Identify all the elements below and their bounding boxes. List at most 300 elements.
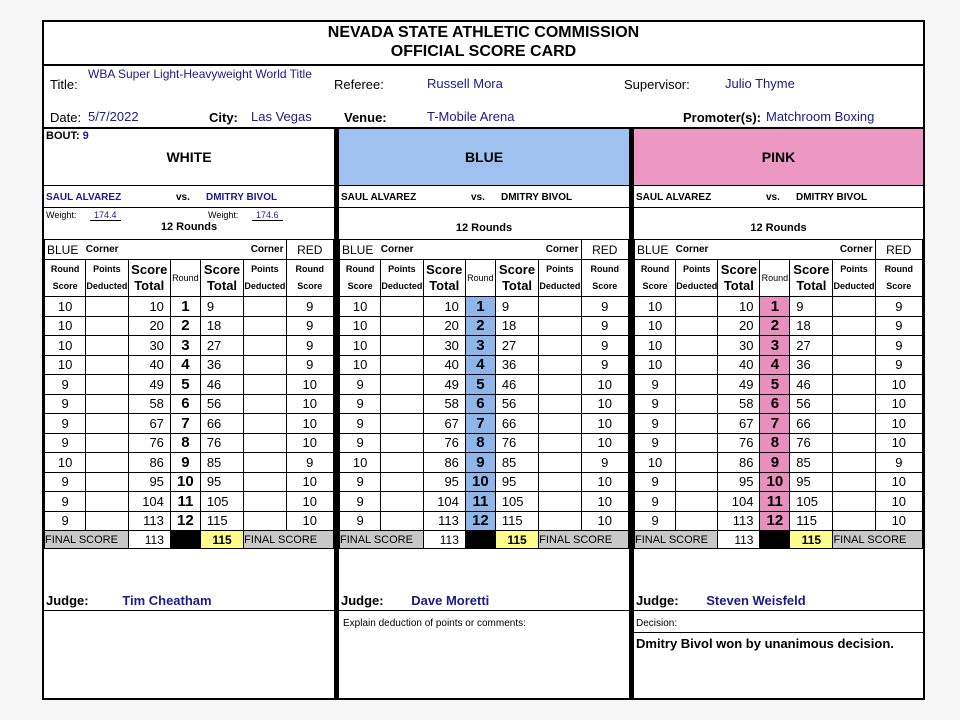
judge-row	[44, 593, 336, 608]
blue-score-total: 67	[423, 414, 465, 434]
blue-points-deducted	[86, 472, 128, 492]
blue-round-score: 9	[340, 472, 381, 492]
weight-label-blue: Weight:	[46, 210, 77, 220]
round-row	[45, 492, 334, 512]
red-score-total: 76	[495, 433, 538, 453]
red-round-score: 9	[875, 336, 922, 356]
final-score-row	[45, 531, 334, 549]
round-row	[340, 394, 629, 414]
judge-label: Judge:	[46, 593, 89, 608]
round-number: 11	[465, 492, 495, 512]
referee-label: Referee:	[334, 77, 384, 92]
red-points-deducted	[833, 414, 875, 434]
blue-score-total: 104	[128, 492, 170, 512]
final-black-cell	[170, 531, 200, 549]
blue-round-score: 9	[45, 375, 86, 395]
round-number: 9	[465, 453, 495, 473]
round-row	[340, 511, 629, 531]
blue-score-total: 86	[128, 453, 170, 473]
blue-score-total: 67	[128, 414, 170, 434]
panel-color-name: WHITE	[166, 149, 212, 165]
judge-row	[634, 593, 925, 608]
round-row	[340, 336, 629, 356]
judge-divider	[44, 610, 334, 611]
red-round-score: 9	[286, 297, 334, 317]
supervisor-value: Julio Thyme	[725, 76, 795, 91]
blue-score-total: 30	[423, 336, 465, 356]
red-points-deducted	[244, 453, 286, 473]
bout-number: BOUT: 9	[46, 130, 89, 142]
blue-points-deducted	[86, 453, 128, 473]
blue-score-total: 95	[423, 472, 465, 492]
col-points-deducted-red: Points Deducted	[539, 260, 581, 297]
judge-label: Judge:	[341, 593, 384, 608]
promoter-value: Matchroom Boxing	[766, 109, 875, 124]
blue-points-deducted	[676, 492, 718, 512]
blue-points-deducted	[86, 414, 128, 434]
blue-round-score: 9	[45, 433, 86, 453]
panel-pink	[634, 129, 923, 700]
blue-score-total: 10	[718, 297, 760, 317]
decision-label: Decision:	[636, 618, 678, 629]
corner-label-red: Corner	[200, 240, 286, 260]
red-round-score: 10	[286, 492, 334, 512]
corner-spacer	[170, 240, 200, 260]
blue-points-deducted	[381, 394, 423, 414]
red-points-deducted	[833, 472, 875, 492]
red-points-deducted	[539, 297, 581, 317]
round-number: 11	[170, 492, 200, 512]
date-value: 5/7/2022	[88, 109, 139, 124]
blue-round-score: 9	[635, 394, 676, 414]
blue-points-deducted	[676, 472, 718, 492]
final-black-cell	[760, 531, 790, 549]
red-round-score: 10	[581, 511, 629, 531]
round-number: 7	[760, 414, 790, 434]
blue-corner-label: BLUE	[340, 240, 381, 260]
blue-points-deducted	[381, 492, 423, 512]
blue-round-score: 10	[340, 453, 381, 473]
fighter-red-name: DMITRY BIVOL	[206, 192, 278, 203]
final-score-label-red: FINAL SCORE	[833, 531, 923, 549]
col-round-score: Round Score	[45, 260, 86, 297]
blue-round-score: 9	[635, 433, 676, 453]
round-number: 9	[170, 453, 200, 473]
round-number: 8	[465, 433, 495, 453]
red-score-total: 76	[200, 433, 243, 453]
col-round: Round	[170, 260, 200, 297]
round-number: 2	[170, 316, 200, 336]
red-points-deducted	[244, 375, 286, 395]
blue-points-deducted	[86, 316, 128, 336]
corner-row	[635, 240, 923, 260]
red-points-deducted	[244, 414, 286, 434]
blue-points-deducted	[381, 297, 423, 317]
red-score-total: 27	[200, 336, 243, 356]
red-score-total: 115	[790, 511, 833, 531]
fighter-red-name: DMITRY BIVOL	[501, 192, 573, 203]
red-round-score: 9	[286, 355, 334, 375]
rounds-count: 12 Rounds	[750, 222, 807, 234]
blue-score-total: 10	[128, 297, 170, 317]
blue-score-total: 58	[423, 394, 465, 414]
blue-points-deducted	[381, 355, 423, 375]
col-score-total-red: Score Total	[495, 260, 538, 297]
round-row	[340, 492, 629, 512]
red-points-deducted	[244, 336, 286, 356]
blue-round-score: 9	[45, 511, 86, 531]
round-row	[340, 472, 629, 492]
blue-round-score: 9	[635, 472, 676, 492]
final-black-cell	[465, 531, 495, 549]
final-score-label: FINAL SCORE	[45, 531, 129, 549]
round-number: 3	[170, 336, 200, 356]
blue-score-total: 40	[128, 355, 170, 375]
blue-round-score: 10	[635, 355, 676, 375]
corner-row	[45, 240, 334, 260]
blue-points-deducted	[676, 511, 718, 531]
red-round-score: 10	[581, 433, 629, 453]
blue-score-total: 76	[128, 433, 170, 453]
round-number: 8	[760, 433, 790, 453]
blue-points-deducted	[676, 355, 718, 375]
red-score-total: 66	[790, 414, 833, 434]
col-points-deducted-red: Points Deducted	[244, 260, 286, 297]
title-label: Title:	[50, 77, 78, 92]
weight-blue: 174.4	[90, 210, 121, 221]
blue-round-score: 10	[635, 453, 676, 473]
red-score-total: 66	[495, 414, 538, 434]
blue-points-deducted	[381, 316, 423, 336]
red-round-score: 9	[581, 297, 629, 317]
blue-round-score: 10	[635, 297, 676, 317]
venue-value: T-Mobile Arena	[427, 109, 515, 124]
supervisor-label: Supervisor:	[624, 77, 690, 92]
red-round-score: 9	[875, 316, 922, 336]
judge-divider	[339, 610, 629, 611]
blue-score-total: 20	[423, 316, 465, 336]
blue-round-score: 9	[45, 492, 86, 512]
blue-corner-label: BLUE	[45, 240, 86, 260]
city-value: Las Vegas	[251, 109, 312, 124]
blue-score-total: 49	[718, 375, 760, 395]
judge-name: Tim Cheatham	[122, 593, 212, 608]
blue-corner-label: BLUE	[635, 240, 676, 260]
round-row	[635, 336, 923, 356]
final-score-label-red: FINAL SCORE	[539, 531, 629, 549]
referee-value: Russell Mora	[427, 76, 503, 91]
blue-score-total: 30	[128, 336, 170, 356]
blue-score-total: 20	[128, 316, 170, 336]
blue-points-deducted	[86, 394, 128, 414]
col-score-total-red: Score Total	[200, 260, 243, 297]
col-points-deducted-red: Points Deducted	[833, 260, 875, 297]
red-score-total: 95	[790, 472, 833, 492]
blue-score-total: 104	[423, 492, 465, 512]
red-round-score: 10	[875, 511, 922, 531]
red-round-score: 10	[286, 394, 334, 414]
red-score-total: 27	[495, 336, 538, 356]
round-number: 5	[760, 375, 790, 395]
red-points-deducted	[833, 297, 875, 317]
blue-round-score: 10	[340, 316, 381, 336]
blue-score-total: 104	[718, 492, 760, 512]
blue-round-score: 9	[635, 375, 676, 395]
blue-score-total: 86	[423, 453, 465, 473]
red-points-deducted	[244, 511, 286, 531]
red-score-total: 85	[200, 453, 243, 473]
red-points-deducted	[833, 511, 875, 531]
blue-round-score: 10	[45, 297, 86, 317]
col-round-score-red: Round Score	[581, 260, 629, 297]
round-number: 4	[760, 355, 790, 375]
red-points-deducted	[833, 433, 875, 453]
judge-label: Judge:	[636, 593, 679, 608]
judge-name: Steven Weisfeld	[706, 593, 806, 608]
blue-score-total: 95	[128, 472, 170, 492]
blue-score-total: 30	[718, 336, 760, 356]
red-score-total: 85	[790, 453, 833, 473]
red-round-score: 10	[581, 375, 629, 395]
round-row	[340, 316, 629, 336]
weights-row	[44, 208, 334, 222]
blue-round-score: 9	[45, 394, 86, 414]
column-header-row	[635, 260, 923, 297]
round-row	[635, 394, 923, 414]
red-points-deducted	[833, 453, 875, 473]
blue-score-total: 113	[128, 511, 170, 531]
city-label: City:	[209, 110, 238, 125]
col-round: Round	[465, 260, 495, 297]
red-points-deducted	[833, 355, 875, 375]
promoter-label: Promoter(s):	[683, 110, 762, 125]
blue-score-total: 40	[423, 355, 465, 375]
round-number: 2	[465, 316, 495, 336]
round-number: 7	[465, 414, 495, 434]
round-number: 5	[465, 375, 495, 395]
col-round: Round	[760, 260, 790, 297]
red-score-total: 85	[495, 453, 538, 473]
judge-name: Dave Moretti	[411, 593, 490, 608]
blue-points-deducted	[381, 511, 423, 531]
vs-label: vs.	[176, 192, 190, 203]
red-round-score: 9	[875, 453, 922, 473]
col-score-total: Score Total	[718, 260, 760, 297]
round-row	[45, 394, 334, 414]
round-number: 12	[465, 511, 495, 531]
round-row	[45, 297, 334, 317]
blue-score-total: 95	[718, 472, 760, 492]
red-score-total: 9	[495, 297, 538, 317]
final-score-label-red: FINAL SCORE	[244, 531, 334, 549]
final-score-blue: 113	[718, 531, 760, 549]
round-row	[635, 297, 923, 317]
final-score-row	[635, 531, 923, 549]
column-header-row	[340, 260, 629, 297]
red-score-total: 18	[200, 316, 243, 336]
card-header	[44, 22, 923, 66]
blue-score-total: 113	[423, 511, 465, 531]
date-label: Date:	[50, 110, 82, 125]
judge-row	[339, 593, 631, 608]
decision-text: Dmitry Bivol won by unanimous decision.	[636, 636, 894, 651]
blue-round-score: 9	[340, 492, 381, 512]
blue-points-deducted	[381, 433, 423, 453]
red-points-deducted	[244, 297, 286, 317]
round-row	[45, 511, 334, 531]
round-number: 1	[465, 297, 495, 317]
round-row	[340, 433, 629, 453]
red-points-deducted	[539, 394, 581, 414]
final-score-red: 115	[790, 531, 833, 549]
round-row	[340, 453, 629, 473]
red-round-score: 9	[581, 336, 629, 356]
red-score-total: 36	[200, 355, 243, 375]
round-row	[45, 375, 334, 395]
round-number: 4	[465, 355, 495, 375]
column-header-row	[45, 260, 334, 297]
red-score-total: 56	[495, 394, 538, 414]
blue-score-total: 20	[718, 316, 760, 336]
panel-color-band	[634, 129, 923, 186]
red-points-deducted	[539, 355, 581, 375]
red-score-total: 36	[495, 355, 538, 375]
round-number: 1	[170, 297, 200, 317]
rounds-count: 12 Rounds	[160, 221, 218, 233]
red-score-total: 76	[790, 433, 833, 453]
round-number: 9	[760, 453, 790, 473]
fighter-red-name: DMITRY BIVOL	[796, 192, 868, 203]
col-points-deducted: Points Deducted	[86, 260, 128, 297]
blue-points-deducted	[676, 297, 718, 317]
col-round-score-red: Round Score	[286, 260, 334, 297]
round-row	[45, 472, 334, 492]
red-score-total: 18	[790, 316, 833, 336]
red-score-total: 66	[200, 414, 243, 434]
blue-round-score: 10	[45, 355, 86, 375]
red-score-total: 9	[790, 297, 833, 317]
round-number: 12	[170, 511, 200, 531]
round-number: 5	[170, 375, 200, 395]
decision-divider	[634, 632, 923, 633]
round-row	[340, 414, 629, 434]
red-score-total: 18	[495, 316, 538, 336]
blue-score-total: 76	[718, 433, 760, 453]
round-number: 6	[760, 394, 790, 414]
red-round-score: 9	[875, 297, 922, 317]
red-points-deducted	[833, 375, 875, 395]
round-number: 6	[465, 394, 495, 414]
col-points-deducted: Points Deducted	[676, 260, 718, 297]
blue-score-total: 76	[423, 433, 465, 453]
round-number: 3	[465, 336, 495, 356]
red-points-deducted	[244, 472, 286, 492]
rounds-count: 12 Rounds	[455, 222, 513, 234]
blue-round-score: 9	[340, 394, 381, 414]
blue-points-deducted	[381, 414, 423, 434]
red-score-total: 46	[790, 375, 833, 395]
blue-round-score: 9	[635, 492, 676, 512]
round-row	[45, 355, 334, 375]
blue-points-deducted	[676, 453, 718, 473]
blue-points-deducted	[676, 375, 718, 395]
fighter-blue-name: SAUL ALVAREZ	[636, 192, 712, 203]
col-round-score: Round Score	[635, 260, 676, 297]
red-points-deducted	[539, 336, 581, 356]
red-corner-label: RED	[286, 240, 334, 260]
red-round-score: 10	[286, 433, 334, 453]
col-round-score: Round Score	[340, 260, 381, 297]
red-round-score: 10	[875, 414, 922, 434]
red-points-deducted	[244, 355, 286, 375]
round-number: 2	[760, 316, 790, 336]
red-round-score: 10	[875, 394, 922, 414]
blue-score-total: 49	[423, 375, 465, 395]
round-row	[45, 433, 334, 453]
corner-label-red: Corner	[790, 240, 875, 260]
blue-points-deducted	[86, 355, 128, 375]
blue-points-deducted	[86, 511, 128, 531]
red-points-deducted	[539, 316, 581, 336]
blue-points-deducted	[86, 297, 128, 317]
red-score-total: 9	[200, 297, 243, 317]
red-points-deducted	[833, 316, 875, 336]
blue-round-score: 10	[340, 355, 381, 375]
col-round-score-red: Round Score	[875, 260, 922, 297]
red-score-total: 105	[790, 492, 833, 512]
card-title: OFFICIAL SCORE CARD	[390, 43, 577, 60]
red-round-score: 9	[581, 453, 629, 473]
blue-points-deducted	[381, 472, 423, 492]
round-row	[340, 297, 629, 317]
red-round-score: 9	[286, 336, 334, 356]
round-row	[340, 355, 629, 375]
round-row	[45, 414, 334, 434]
blue-score-total: 113	[718, 511, 760, 531]
title-value: WBA Super Light-Heavyweight World Title	[88, 67, 312, 81]
red-points-deducted	[244, 394, 286, 414]
red-round-score: 10	[875, 375, 922, 395]
venue-label: Venue:	[344, 110, 387, 125]
red-points-deducted	[833, 394, 875, 414]
blue-points-deducted	[676, 394, 718, 414]
fighters-row	[634, 186, 923, 208]
red-score-total: 95	[200, 472, 243, 492]
vs-label: vs.	[471, 192, 485, 203]
blue-score-total: 49	[128, 375, 170, 395]
red-corner-label: RED	[581, 240, 629, 260]
red-points-deducted	[539, 511, 581, 531]
panel-color-band	[339, 129, 629, 186]
red-points-deducted	[244, 316, 286, 336]
red-round-score: 10	[286, 511, 334, 531]
red-round-score: 10	[875, 492, 922, 512]
blue-round-score: 10	[45, 453, 86, 473]
score-table	[339, 239, 629, 549]
col-score-total-red: Score Total	[790, 260, 833, 297]
final-score-red: 115	[200, 531, 243, 549]
judge-divider	[634, 610, 923, 611]
round-row	[45, 316, 334, 336]
round-number: 4	[170, 355, 200, 375]
commission-title: NEVADA STATE ATHLETIC COMMISSION	[327, 24, 640, 41]
blue-points-deducted	[86, 433, 128, 453]
red-points-deducted	[539, 433, 581, 453]
round-row	[635, 414, 923, 434]
red-score-total: 27	[790, 336, 833, 356]
blue-score-total: 10	[423, 297, 465, 317]
red-round-score: 9	[875, 355, 922, 375]
